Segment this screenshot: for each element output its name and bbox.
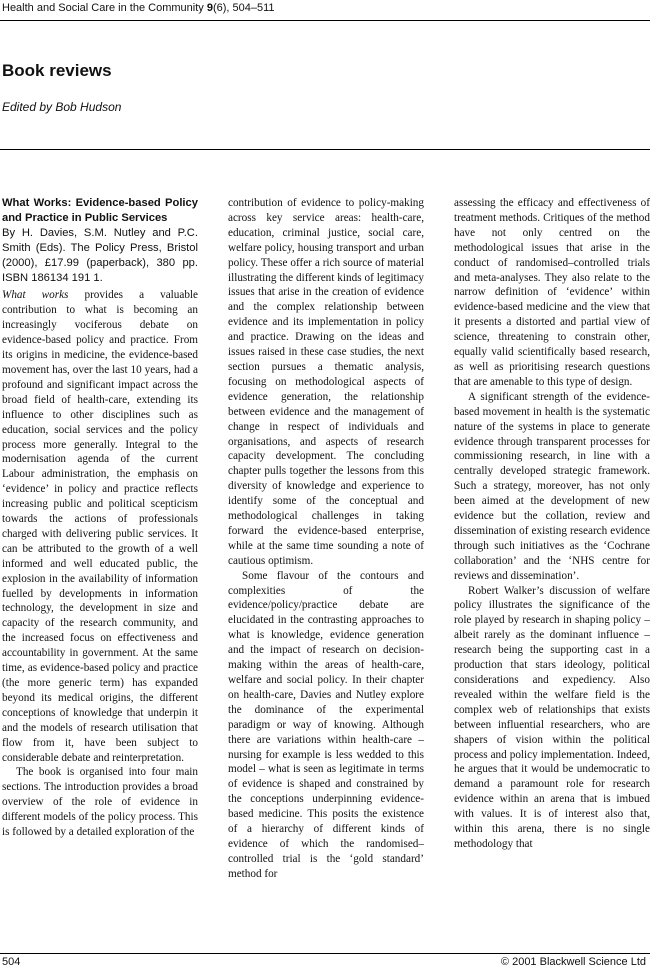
paragraph: The book is organised into four main sections. The introduction provides a broad overview of the role of evidence in different models of the policy process. This is followed by a detailed exploration of the bbox=[2, 766, 198, 839]
review-body-start bbox=[2, 288, 198, 840]
paragraph: Robert Walker’s discussion of welfare policy illustrates the significance of the role played by research in shaping policy – albeit rarely as the dominant influence – research being the supporting cast in a production that stars ideology, political considerations and expediency. Also revealed within the welfare field is the complex web of relationships that exists between influential researchers, who are shapers of vision within the political process and policy implementation. Indeed, he argues that it would be undemocratic to demand a paramount role for research evidence within an arena that is imbued with values. It is of interest also that, within this arena, there is no single methodology that bbox=[454, 584, 650, 850]
review-book-title: What Works: Evidence-based Policy and Practice in Public Services bbox=[2, 197, 198, 224]
page-number: 504 bbox=[2, 956, 21, 968]
running-head bbox=[2, 2, 275, 14]
journal-issue-pages: (6), 504–511 bbox=[212, 2, 275, 14]
paragraph: assessing the efficacy and effectiveness of treatment methods. Critiques of the method have not only centred on the methodological issues that arise in the conduct of randomised–controlled trials and meta-analyses. They also relate to the narrow definition of ‘evidence’ within evidence-based medicine and the view that it presents a distorted and partial view of science, threatening to constrain other, equally valid scientifically based research, as well as prioritising research questions that are amenable to this type of design. bbox=[454, 197, 650, 388]
top-rule bbox=[0, 20, 650, 21]
journal-name: Health and Social Care in the Community bbox=[2, 2, 204, 14]
review-bibliographic-details: By H. Davies, S.M. Nutley and P.C. Smith (Eds). The Policy Press, Bristol (2000), £17.99 (paperback), 380 pp. ISBN 186134 191 1. bbox=[2, 226, 198, 284]
text-column-3 bbox=[454, 196, 650, 852]
paragraph: A significant strength of the evidence-based movement in health is the systematic nature of the systems in place to generate evidence through transparent processes for commissioning research, in line with a centrally developed strategic framework. Such a strategy, moreover, has not only been aimed at the development of new evidence but the collation, review and dissemination of existing research evidence through such initiatives as the ‘Cochrane collaboration’ and the ‘NHS centre for reviews and dissemination’. bbox=[454, 390, 650, 582]
paragraph: What works provides a valuable contribution to what is becoming an increasingly vociferous debate on evidence-based policy and practice. From its origins in medicine, the evidence-based movement has, over the last 10 years, had a profound and significant impact across the broad field of health-care, extending its influence to other disciplines such as education, social services and the policy process more generally. Integral to the modernisation agenda of the current Labour administration, the emphasis on ‘evidence’ in policy and practice reflects increasing public and political scepticism towards the actions of professionals charged with delivering public services. It can be attributed to the growth of a well informed and well educated public, the explosion in the availability of information fuelled by developments in information technology, the development in size and capacity of the research community, and the increased focus on effectiveness and accountability in government. At the same time, as evidence-based policy and practice (the more generic term) has expanded beyond its medical origins, the different conceptions of knowledge that underpin it and the models of research utilisation that flow from it, have been subject to considerable debate and reinterpretation. bbox=[2, 289, 199, 764]
footer-rule bbox=[0, 953, 650, 954]
section-rule bbox=[0, 149, 650, 150]
journal-volume: 9 bbox=[206, 2, 213, 14]
section-title: Book reviews bbox=[2, 61, 112, 80]
book-title-italic: What works bbox=[2, 289, 69, 302]
text-column-1 bbox=[2, 196, 198, 840]
editor-credit: Edited by Bob Hudson bbox=[2, 100, 122, 114]
paragraph: Some flavour of the contours and complexities of the evidence/policy/practice debate are elucidated in the contrasting approaches to what is knowledge, evidence generation and the impact of research on decision-making within the areas of health-care, welfare and social policy. In their chapter on health-care, Davies and Nutley explore the dominance of the experimental paradigm or way of knowing. Although there are variations within health-care – nursing for example is less wedded to this model – what is seen as legitimate in terms of evidence is shaped and constrained by the conceptions underpinning evidence-based medicine. This posits the existence of a hierarchy of different kinds of evidence of which the randomised–controlled trial is the ‘gold standard’ method for bbox=[228, 569, 424, 880]
paragraph: contribution of evidence to policy-making across key service areas: health-care, education, criminal justice, social care, welfare policy, housing transport and urban policy. These offer a rich source of material illustrating the different kinds of legitimacy issues that arise in the creation of evidence and the complex relationship between evidence and its implementation in policy and practice. Drawing on the ideas and issues raised in these case studies, the next section pursues a thematic analysis, focusing on methodological aspects of evidence generation, the relationship between evidence and the management of change in respect of individuals and organisations, and aspects of research capacity development. The concluding chapter pulls together the lessons from this diversity of knowledge and experience to identify some of the conceptual and methodological challenges in taking forward the evidence-based enterprise, while at the same time sounding a note of cautious optimism. bbox=[228, 197, 424, 567]
review-header bbox=[2, 196, 198, 285]
text-column-2 bbox=[228, 196, 424, 882]
copyright-notice: © 2001 Blackwell Science Ltd bbox=[500, 956, 646, 968]
